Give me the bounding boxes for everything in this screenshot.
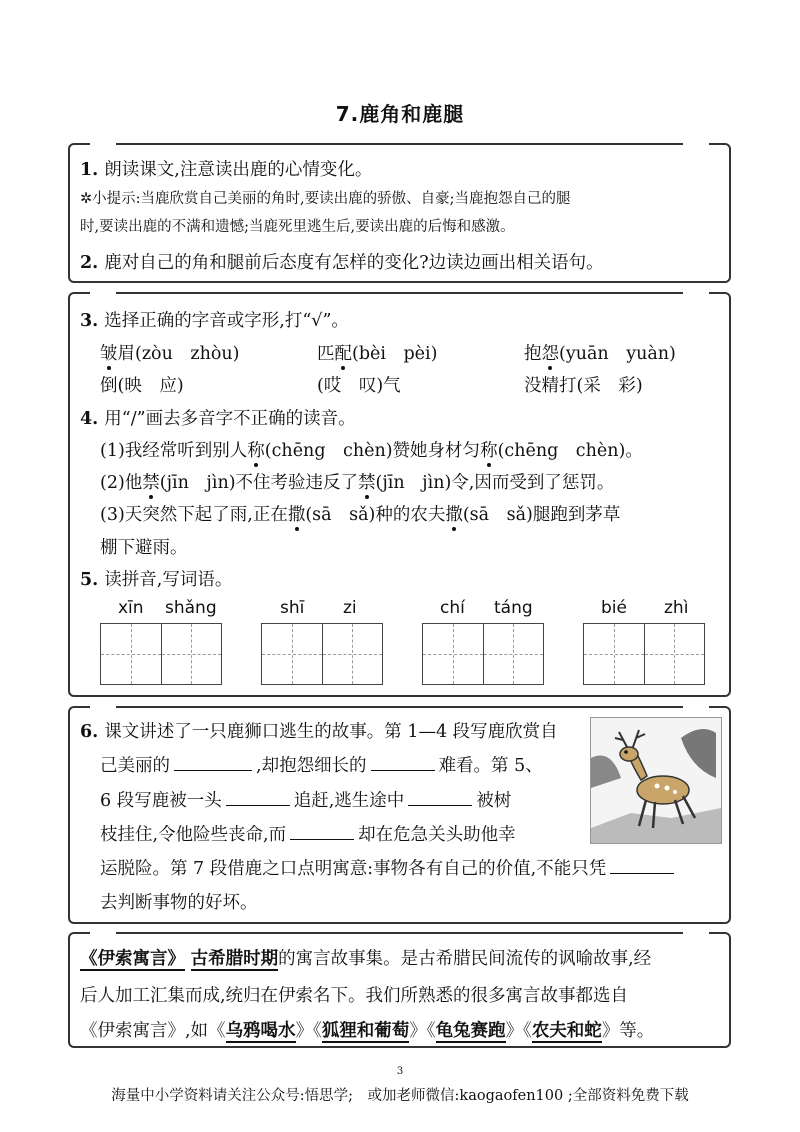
q3-item-6: 没精打(采 彩) [524,376,643,396]
q1-tip-line1: ✲小提示:当鹿欣赏自己美丽的角时,要读出鹿的骄傲、自豪;当鹿抱怨自己的腿 [80,191,571,207]
info-line-3: 《伊索寓言》,如《乌鸦喝水》《狐狸和葡萄》《龟兔赛跑》《农夫和蛇》等。 [80,1021,655,1041]
grid-cell[interactable] [101,624,162,684]
q3-item-4: 倒(映 应) [100,376,184,396]
q4-sentence-3-cont: 棚下避雨。 [100,538,188,558]
answer-blank[interactable] [371,752,435,771]
q1-line [80,156,372,181]
grid-cell[interactable] [323,624,383,684]
grid-cell[interactable] [484,624,544,684]
q4-line [80,405,356,430]
pinyin-label: shǎng [165,598,217,618]
q3-line [80,307,349,332]
q3-item-2: 匹配(bèi pèi) [317,344,438,364]
q4-sentence-1: (1)我经常听到别人称(chēng chèn)赞她身材匀称(chēng chèn)。 [100,441,643,461]
pinyin-label: shī [280,598,305,618]
q3-item-5: (哎 叹)气 [317,376,401,396]
q1-text: 朗读课文,注意读出鹿的心情变化。 [104,160,373,180]
q3-item-1: 皱眉(zòu zhòu) [100,344,240,364]
q5-text: 读拼音,写词语。 [104,570,233,590]
answer-blank[interactable] [226,787,290,806]
grid-cell[interactable] [645,624,705,684]
q3-number: 3. [80,311,99,331]
q4-sentence-3: (3)天突然下起了雨,正在撒(sā sǎ)种的农夫撒(sā sǎ)腿跑到茅草 [100,505,621,525]
era-label: 古希腊时期 [190,949,279,969]
q2-number: 2. [80,253,99,273]
deer-icon [591,718,721,843]
q4-number: 4. [80,409,99,429]
q6-line-2: 己美丽的 ,却抱怨细长的 难看。第 5、 [100,752,543,777]
story-title: 农夫和蛇 [531,1021,602,1041]
answer-blank[interactable] [610,855,674,874]
page-number: 3 [396,1066,404,1077]
story-title: 龟兔赛跑 [435,1021,506,1041]
book-title: 《伊索寓言》 [80,949,185,969]
story-title: 乌鸦喝水 [225,1021,296,1041]
q6-line-6: 去判断事物的好坏。 [100,893,258,913]
dotted-char: 配 [334,344,352,364]
pinyin-label: zhì [664,598,689,618]
writing-grid-1[interactable] [100,623,222,685]
q4-text: 用“/”画去多音字不正确的读音。 [104,409,356,429]
info-line-1: 《伊索寓言》 古希腊时期的寓言故事集。是古希腊民间流传的讽喻故事,经 [80,949,652,969]
q4-sentence-2: (2)他禁(jīn jìn)不住考验违反了禁(jīn jìn)令,因而受到了惩罚。 [100,473,615,493]
info-line-2: 后人加工汇集而成,统归在伊索名下。我们所熟悉的很多寓言故事都选自 [80,986,629,1006]
footer-text: 海量中小学资料请关注公众号:悟思学; 或加老师微信:kaogaofen100 ;全部资料免费下载 [111,1088,689,1104]
grid-cell[interactable] [584,624,645,684]
answer-blank[interactable] [290,821,354,840]
grid-cell[interactable] [423,624,484,684]
q3-text: 选择正确的字音或字形,打“√”。 [104,311,349,331]
pinyin-label: chí [440,598,465,618]
dotted-char: 怨 [541,344,559,364]
q6-line-3: 6 段写鹿被一头 追赶,逃生途中 被树 [100,787,511,812]
q6-number: 6. [80,722,99,742]
q6-line-1: 6. 课文讲述了一只鹿狮口逃生的故事。第 1—4 段写鹿欣赏自 [80,722,558,742]
q5-number: 5. [80,570,99,590]
answer-blank[interactable] [174,752,252,771]
writing-grid-2[interactable] [261,623,383,685]
pinyin-label: xīn [118,598,144,618]
grid-cell[interactable] [262,624,323,684]
writing-grid-3[interactable] [422,623,544,685]
writing-grid-4[interactable] [583,623,705,685]
q6-line-4: 枝挂住,令他险些丧命,而 却在危急关头助他幸 [100,821,516,846]
q6-line-5: 运脱险。第 7 段借鹿之口点明寓意:事物各有自己的价值,不能只凭 [100,855,678,880]
deer-illustration [590,717,722,844]
answer-blank[interactable] [408,787,472,806]
q3-item-3: 抱怨(yuān yuàn) [524,344,676,364]
page-title: 7.鹿角和鹿腿 [335,102,465,126]
q1-number: 1. [80,160,99,180]
q2-line [80,249,604,274]
q1-tip-line2: 时,要读出鹿的不满和遗憾;当鹿死里逃生后,要读出鹿的后悔和感激。 [80,219,515,235]
dotted-char: 皱 [100,344,118,364]
q2-text: 鹿对自己的角和腿前后态度有怎样的变化?边读边画出相关语句。 [104,253,604,273]
pinyin-label: zi [343,598,357,618]
q5-line [80,566,232,591]
story-title: 狐狸和葡萄 [321,1021,410,1041]
pinyin-label: táng [494,598,533,618]
grid-cell[interactable] [162,624,222,684]
pinyin-label: bié [601,598,627,618]
